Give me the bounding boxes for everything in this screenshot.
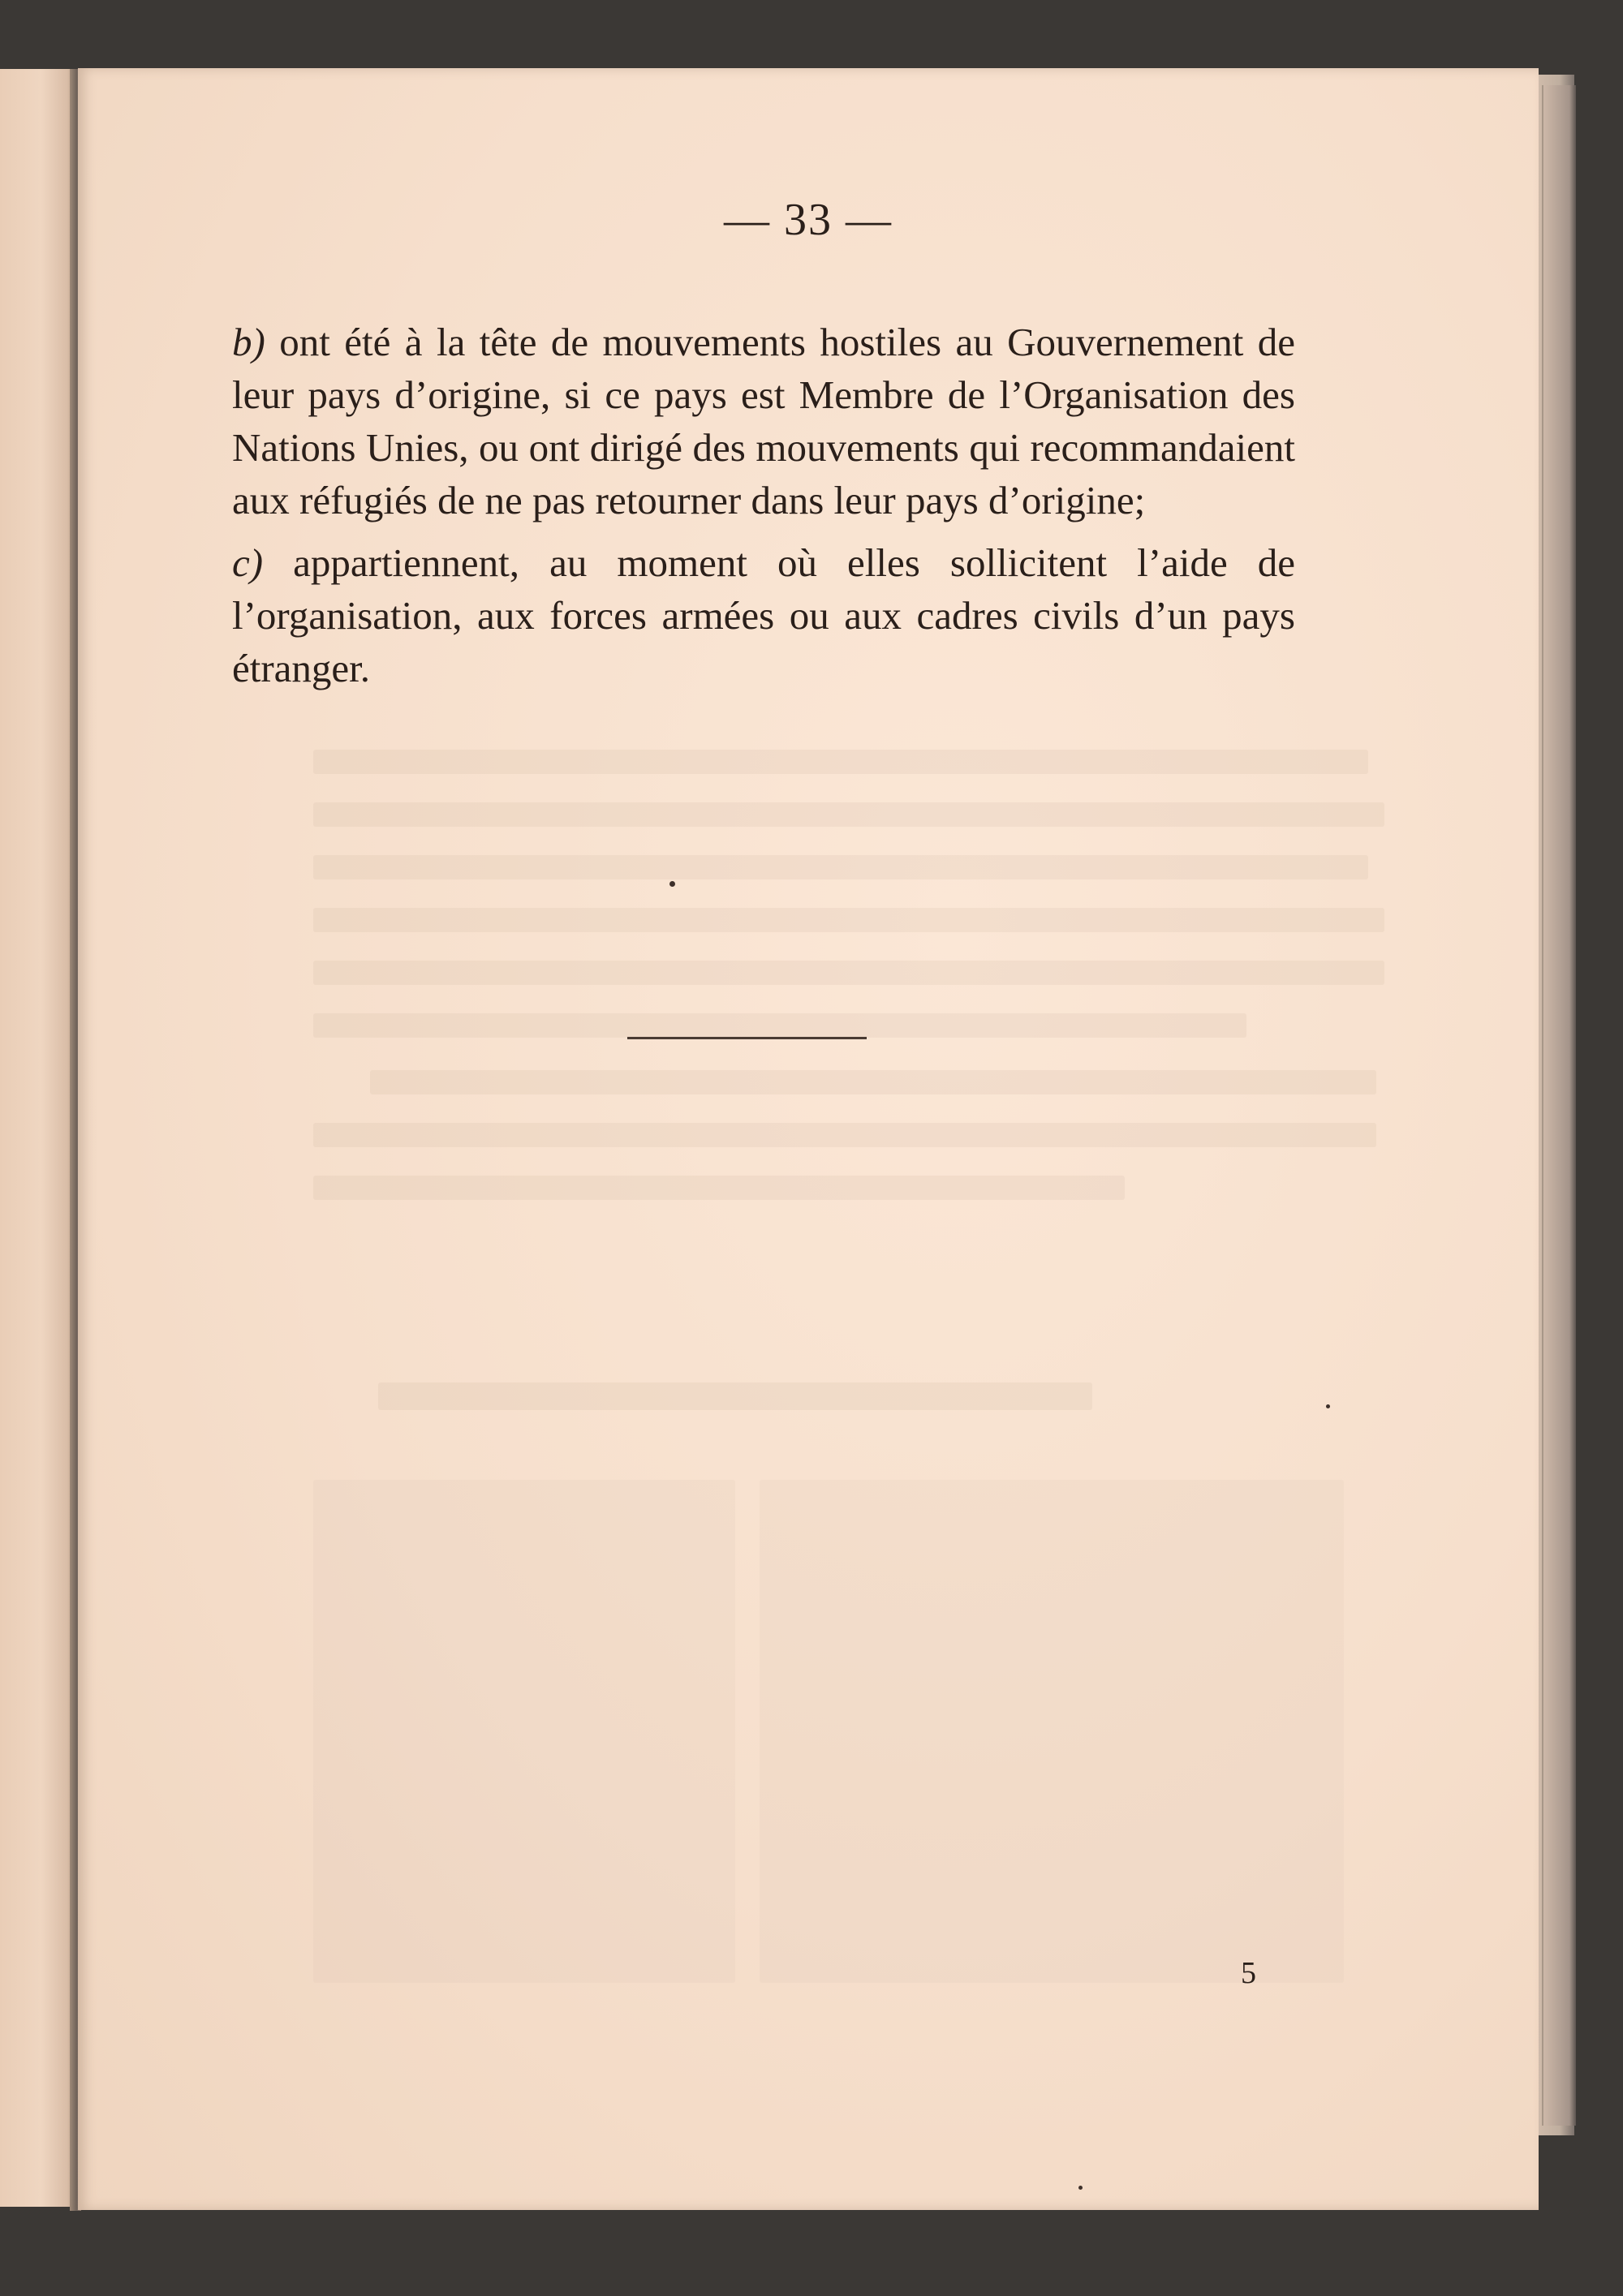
paragraph-c	[232, 536, 1295, 694]
paragraph-b	[232, 316, 1295, 527]
show-through-line	[313, 750, 1368, 774]
page-stack-edge-inner	[1542, 85, 1576, 2126]
show-through-line	[313, 1123, 1376, 1147]
facing-page-edge	[0, 69, 75, 2207]
show-through-column	[760, 1480, 1344, 1983]
paper-speck	[669, 881, 675, 887]
show-through-column	[313, 1480, 735, 1983]
show-through-line	[313, 961, 1384, 985]
body-text	[232, 316, 1295, 704]
paragraph-marker: b)	[232, 320, 265, 364]
document-page	[78, 68, 1539, 2210]
show-through-line	[313, 855, 1368, 879]
section-divider	[627, 1037, 867, 1039]
show-through-line	[313, 802, 1384, 827]
show-through-line	[313, 1013, 1246, 1038]
paragraph-text: appartiennent, au moment où elles sollicitent l’aide de l’organisation, aux forces armées ou aux cadres civils d’un pays étranger.	[232, 540, 1295, 690]
show-through-line	[370, 1070, 1376, 1094]
show-through-line	[378, 1382, 1092, 1410]
signature-number: 5	[1241, 1956, 1256, 1990]
page-number-header: — 33 —	[724, 195, 893, 245]
paper-speck	[1326, 1404, 1330, 1408]
paragraph-marker: c)	[232, 540, 264, 585]
show-through-line	[313, 908, 1384, 932]
paper-speck	[1078, 2186, 1083, 2190]
show-through-line	[313, 1176, 1125, 1200]
paragraph-text: ont été à la tête de mouvements hostiles au Gouvernement de leur pays d’origine, si ce pays est Membre de l’Organisation des Nations Unies, ou ont dirigé des mouvements qui recommandaient aux réfugiés de ne pas retourner dans leur pays d’origine;	[232, 320, 1296, 522]
